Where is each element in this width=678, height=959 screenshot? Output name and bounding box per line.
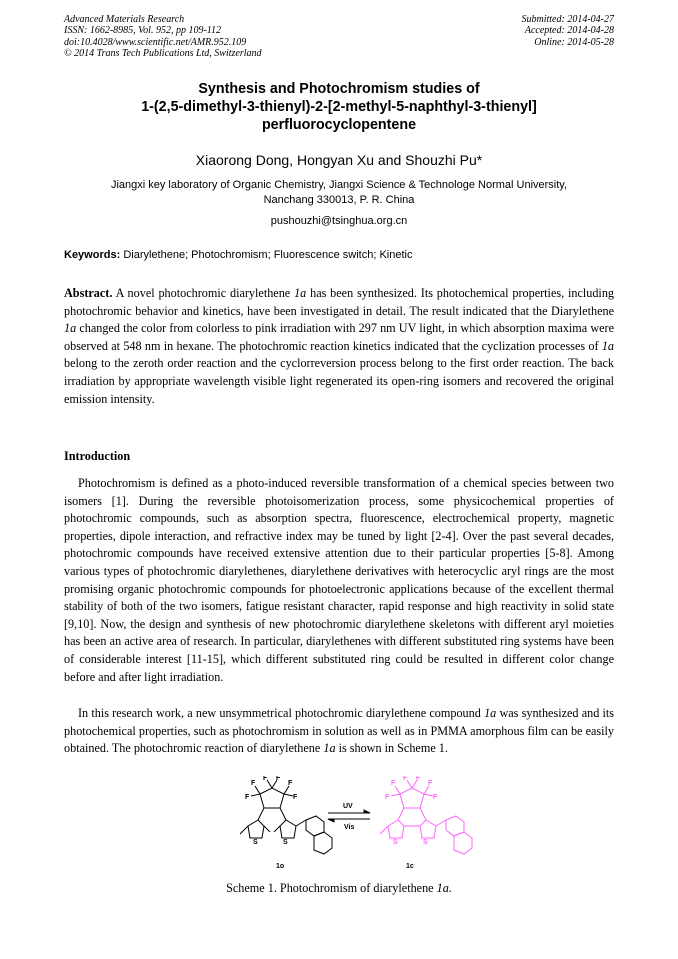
authors: Xiaorong Dong, Hongyan Xu and Shouzhi Pu* [195,152,483,168]
abstract-label: Abstract. [64,286,113,300]
keywords-label: Keywords: [64,249,121,261]
caption-text: Scheme 1. Photochromism of diarylethene [226,881,434,895]
intro-p2c: is shown in Scheme 1. [338,741,448,756]
fluorine-atom: F [391,780,396,787]
keywords-text: Diarylethene; Photochromism; Fluorescence switch; Kinetic [123,249,413,261]
fluorine-atom: F [433,794,438,801]
fluorine-atom: F [293,794,298,801]
title-line-1: Synthesis and Photochromism studies of [198,81,480,97]
keywords [64,249,624,261]
fluorine-atom: F [263,776,268,782]
abstract-s2: has been synthesized. Its photochemical properties, including photochromic behavior and kinetics, have been investigated in detail. The result indicated that the Diarylethene [64,286,615,318]
title-line-2: 1-(2,5-dimethyl-3-thienyl)-2-[2-methyl-5-naphthyl-3-thienyl] [141,99,537,115]
accepted-date: Accepted: 2014-04-28 [524,25,614,37]
paper-title [40,80,638,134]
scheme-caption [0,881,678,896]
sulfur-atom: S [393,839,398,846]
introduction-heading: Introduction [64,449,131,463]
journal-header [64,14,262,59]
abstract [64,285,614,408]
fluorine-atom: F [403,776,408,782]
compound-ref: 1a [294,286,307,300]
vis-label: Vis [344,824,355,831]
affiliation-line-1: Jiangxi key laboratory of Organic Chemistry, Jiangxi Science & Technologe Normal University, [110,179,568,191]
online-date: Online: 2014-05-28 [534,36,614,48]
compound-ref: 1a [64,321,77,336]
affiliation-line-2: Nanchang 330013, P. R. China [263,193,415,206]
scheme-1-figure [220,776,480,876]
title-line-3: perfluorocyclopentene [261,117,417,133]
uv-label: UV [343,803,353,810]
fluorine-atom: F [385,794,390,801]
compound-ref: 1a [601,338,615,353]
fluorine-atom: F [276,776,281,782]
reaction-arrows [328,810,370,822]
fluorine-atom: F [245,794,250,801]
intro-p2b: was synthesized and its photochemical properties, such as photochromism in solution as well as in PMMA amorphous film can be easily obtained. The photochromic reaction of diarylethene [64,706,615,756]
issn-line: ISSN: 1662-8985, Vol. 952, pp 109-112 [64,25,222,37]
compound-ref: 1a [323,741,336,756]
author-email: pushouzhi@tsinghua.org.cn [270,215,408,227]
intro-paragraph-2 [64,705,614,758]
intro-paragraph-1: Photochromism is defined as a photo-induced reversible transformation of a chemical species between two isomers [1]. During the reversible photoisomerization process, some physicochemical properties of photochromic compounds, such as absorption spectra, fluorescence, electrochemical property, magnetic properties, dipole interaction, and refractive index may be tuned by light [2-4]. Over the past several decades, photochromic compounds have received extensive attention due to their particular properties [5-8]. Among various types of photochromic diarylethenes, diarylethene derivatives with heterocyclic aryl rings are the most promising organic photochromic compounds for photoelectronic applications because of the excellent thermal stability of both of the two isomers, fatigue resistant character, rapid response and high reactivity in solid state [9,10]. Now, the design and synthesis of new photochromic diarylethene skeletons with different aryl moieties has been an active area of research. In particular, diarylethenes with different substituted ring systems have been of considerable interest [11-15], which different substituted ring could be resulted in different color change before and after light irradiation. [64,476,614,684]
sulfur-atom: S [423,839,428,846]
abstract-s1: A novel photochromic diarylethene [115,286,291,300]
submitted-date: Submitted: 2014-04-27 [521,14,614,25]
journal-name: Advanced Materials Research [64,14,185,25]
closed-isomer-label: 1c [406,863,414,870]
abstract-s3: changed the color from colorless to pink irradiation with 297 nm UV light, in which absorption maxima were observed at 548 nm in hexane. The photochromic reaction kinetics indicated that the cyclization processes of [64,321,615,353]
fluorine-atom: F [251,780,256,787]
dates-header [522,14,615,48]
sulfur-atom: S [283,839,288,846]
sulfur-atom: S [253,839,258,846]
open-isomer-label: 1o [276,863,285,870]
fluorine-atom: F [416,776,421,782]
intro-p2a: In this research work, a new unsymmetrical photochromic diarylethene compound [78,706,481,720]
abstract-s4: belong to the zeroth order reaction and the cyclorreversion process belong to the first order reaction. The back irradiation by appropriate wavelength visible light regenerated its open-ring isomers and recovered the original emission intensity. [64,356,614,406]
copyright-line: © 2014 Trans Tech Publications Ltd, Switzerland [64,47,262,59]
caption-compound: 1a. [436,881,452,895]
fluorine-atom: F [428,780,433,787]
compound-ref: 1a [484,706,497,720]
doi-line: doi:10.4028/www.scientific.net/AMR.952.109 [64,36,247,48]
fluorine-atom: F [288,780,293,787]
affiliation [70,178,608,207]
